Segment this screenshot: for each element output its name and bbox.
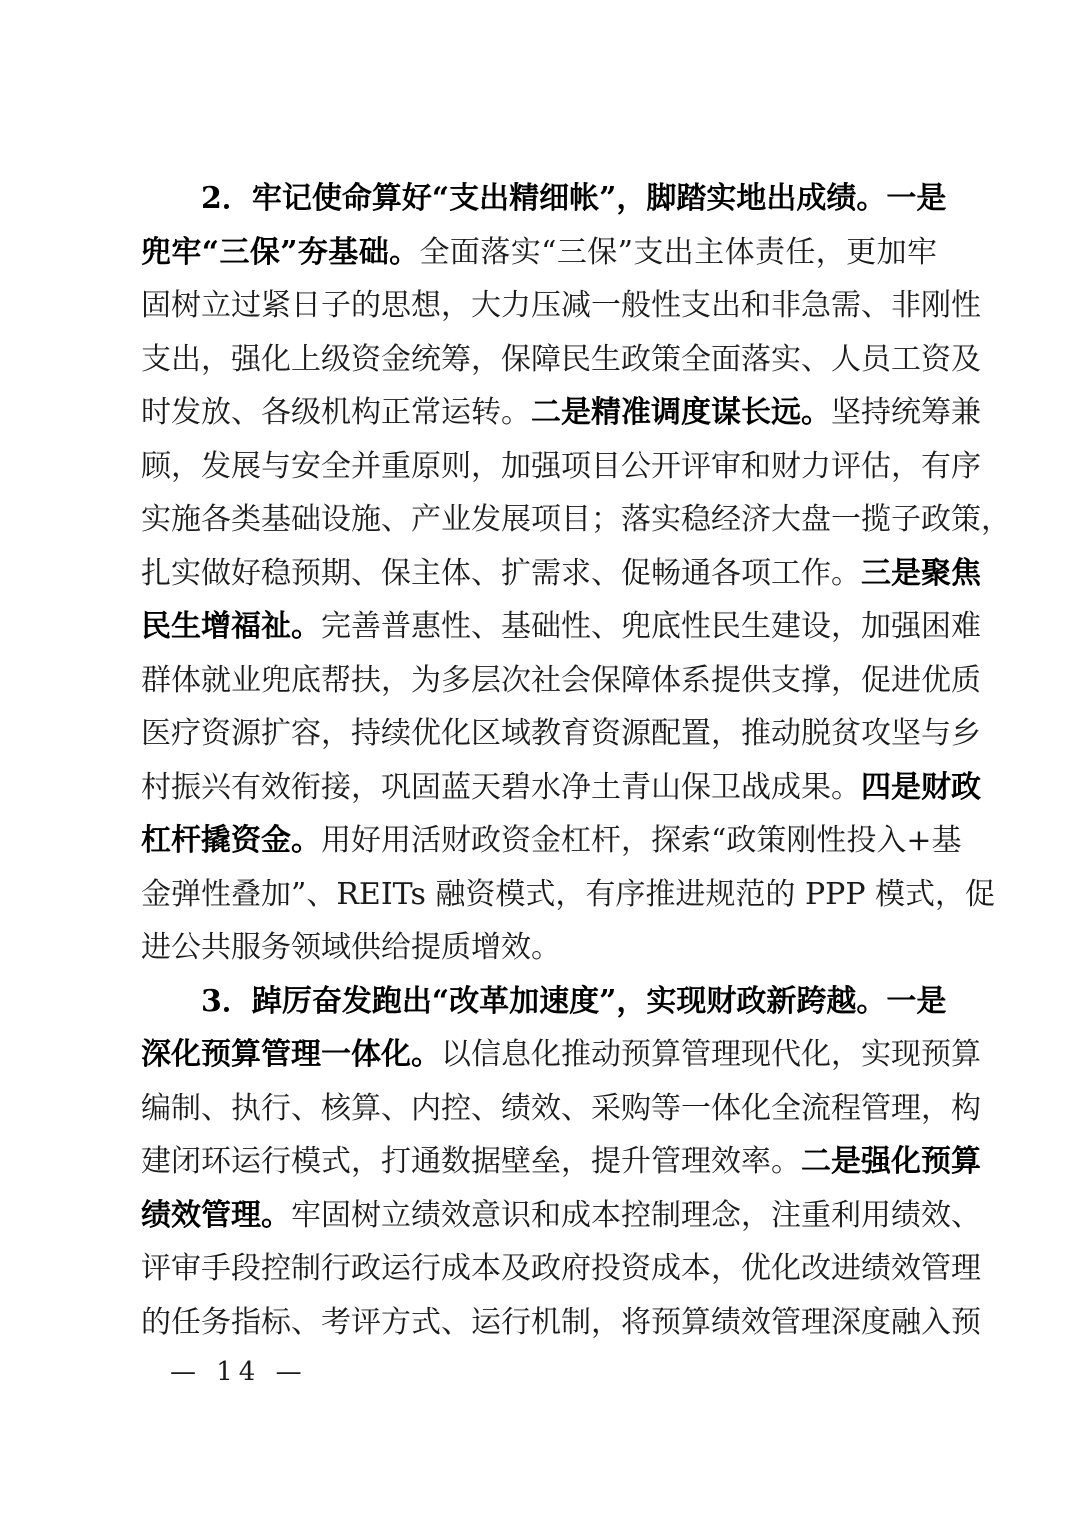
- body-text-run: 金弹性叠加”、REITs 融资模式，有序推进规范的 PPP 模式，促: [141, 877, 996, 912]
- body-text-run: 坚持统筹兼: [831, 395, 981, 430]
- text-line: [141, 654, 981, 708]
- bold-heading-text: 杠杆撬资金。: [141, 823, 321, 858]
- bold-heading-text: 三是聚焦: [861, 556, 981, 591]
- body-text-run: 扎实做好稳预期、保主体、扩需求、促畅通各项工作。: [141, 556, 861, 591]
- body-text-run: 完善普惠性、基础性、兜底性民生建设，加强困难: [321, 609, 981, 644]
- body-text-run: 实施各类基础设施、产业发展项目；落实稳经济大盘一揽子政策，: [141, 502, 1011, 537]
- body-text-run: 编制、执行、核算、内控、绩效、采购等一体化全流程管理，构: [141, 1091, 981, 1126]
- text-line: [141, 1135, 981, 1189]
- body-text-run: 牢固树立绩效意识和成本控制理念，注重利用绩效、: [291, 1198, 981, 1233]
- text-line: [141, 814, 962, 868]
- bold-heading-text: 深化预算管理一体化。: [141, 1037, 441, 1072]
- text-line: [141, 226, 937, 280]
- text-line: [141, 1028, 981, 1082]
- bold-heading-text: 四是财政: [861, 770, 981, 805]
- text-line: [141, 868, 996, 922]
- body-text-run: 村振兴有效衔接，巩固蓝天碧水净土青山保卫战成果。: [141, 770, 861, 805]
- text-line: [141, 386, 981, 440]
- text-line: [141, 1242, 981, 1296]
- text-line: [141, 1082, 981, 1136]
- text-line: [141, 761, 981, 815]
- body-text-run: 固树立过紧日子的思想，大力压减一般性支出和非急需、非刚性: [141, 288, 981, 323]
- bold-heading-text: 兜牢“三保”夯基础。: [141, 235, 420, 270]
- text-line: [141, 493, 1011, 547]
- body-text-run: 群体就业兜底帮扶，为多层次社会保障体系提供支撑，促进优质: [141, 663, 981, 698]
- page-number: — 14 —: [170, 1357, 308, 1387]
- text-line: [141, 440, 981, 494]
- text-line: [141, 707, 981, 761]
- text-line: [201, 172, 947, 226]
- text-line: [141, 333, 981, 387]
- body-text-run: 以信息化推动预算管理现代化，实现预算: [441, 1037, 981, 1072]
- body-text-run: 支出，强化上级资金统筹，保障民生政策全面落实、人员工资及: [141, 342, 981, 377]
- body-text-run: 评审手段控制行政运行成本及政府投资成本，优化改进绩效管理: [141, 1251, 981, 1286]
- bold-heading-text: 二是精准调度谋长远。: [531, 395, 831, 430]
- text-line: [141, 1296, 981, 1350]
- bold-heading-text: 绩效管理。: [141, 1198, 291, 1233]
- text-line: [201, 975, 947, 1029]
- body-text-run: 全面落实“三保”支出主体责任，更加牢: [419, 235, 937, 270]
- body-text-run: 进公共服务领域供给提质增效。: [141, 930, 561, 965]
- body-text-run: 顾，发展与安全并重原则，加强项目公开评审和财力评估，有序: [141, 449, 981, 484]
- text-line: [141, 921, 937, 975]
- body-text-run: 时发放、各级机构正常运转。: [141, 395, 531, 430]
- bold-heading-text: 2．牢记使命算好“支出精细帐”，脚踏实地出成绩。一是: [201, 181, 947, 216]
- body-text-run: 用好用活财政资金杠杆，探索“政策刚性投入+基: [321, 823, 962, 858]
- text-line: [141, 1189, 981, 1243]
- body-text-run: 建闭环运行模式，打通数据壁垒，提升管理效率。: [141, 1144, 801, 1179]
- bold-heading-text: 二是强化预算: [801, 1144, 981, 1179]
- text-line: [141, 547, 981, 601]
- bold-heading-text: 民生增福祉。: [141, 609, 321, 644]
- text-line: [141, 600, 981, 654]
- body-text-run: 医疗资源扩容，持续优化区域教育资源配置，推动脱贫攻坚与乡: [141, 716, 981, 751]
- bold-heading-text: 3．踔厉奋发跑出“改革加速度”，实现财政新跨越。一是: [201, 984, 947, 1019]
- body-text-run: 的任务指标、考评方式、运行机制，将预算绩效管理深度融入预: [141, 1305, 981, 1340]
- text-line: [141, 279, 981, 333]
